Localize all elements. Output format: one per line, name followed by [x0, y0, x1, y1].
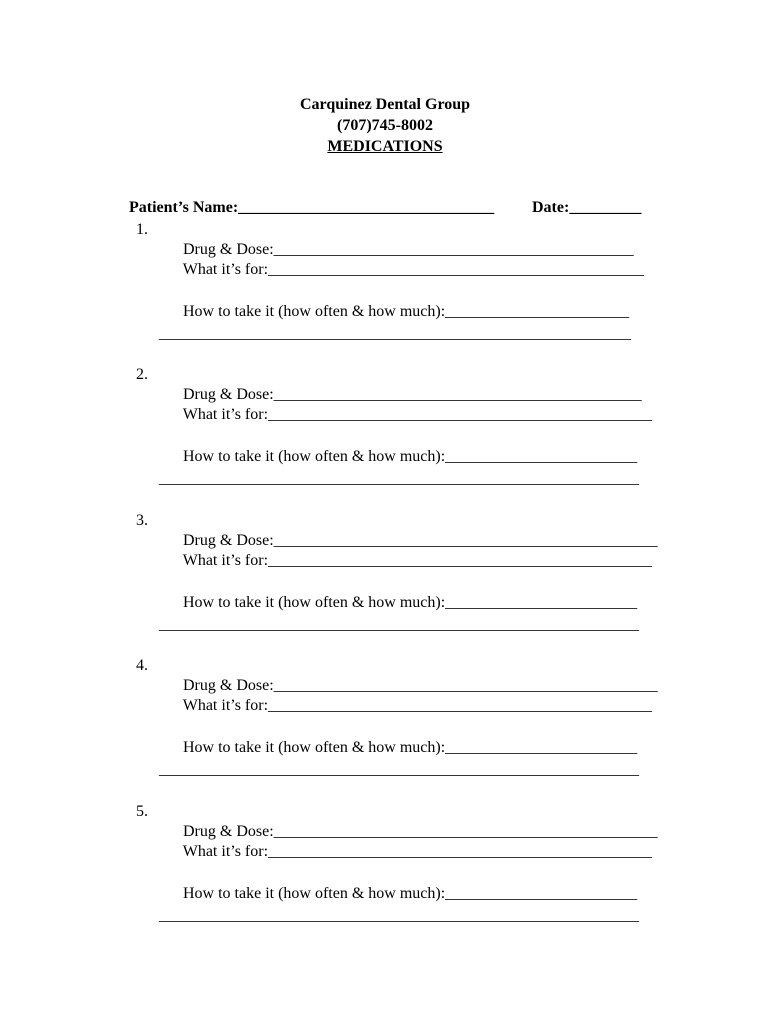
purpose-field[interactable]: _______________________________________________	[268, 261, 645, 278]
purpose-label: What it’s for:	[182, 261, 269, 278]
drug-dose-label: Drug & Dose:	[183, 823, 274, 840]
instructions-field[interactable]: ________________________	[445, 739, 638, 756]
instructions-label: How to take it (how often & how much):	[183, 303, 446, 320]
purpose-label: What it’s for:	[182, 697, 269, 714]
drug-dose-field[interactable]: ________________________________________________	[273, 823, 658, 840]
instructions-label: How to take it (how often & how much):	[183, 739, 446, 756]
entry-number: 5.	[136, 803, 148, 820]
drug-dose-field[interactable]: ________________________________________________	[273, 677, 658, 694]
form-title: MEDICATIONS	[327, 138, 443, 155]
date-field[interactable]: _________	[569, 199, 642, 216]
practice-phone: (707)745-8002	[337, 117, 433, 134]
purpose-field[interactable]: ________________________________________________	[268, 406, 653, 423]
drug-dose-label: Drug & Dose:	[183, 677, 274, 694]
drug-dose-field[interactable]: _____________________________________________	[273, 241, 634, 258]
patient-name-label: Patient’s Name:	[129, 199, 239, 216]
drug-dose-label: Drug & Dose:	[183, 386, 274, 403]
drug-dose-field[interactable]: ________________________________________________	[273, 532, 658, 549]
instructions-continuation-field[interactable]: ____________________________________________________________	[159, 907, 639, 924]
instructions-label: How to take it (how often & how much):	[183, 885, 446, 902]
drug-dose-field[interactable]: ______________________________________________	[273, 386, 642, 403]
purpose-label: What it’s for:	[182, 406, 269, 423]
instructions-continuation-field[interactable]: ____________________________________________________________	[159, 470, 639, 487]
instructions-field[interactable]: ________________________	[445, 885, 638, 902]
entry-number: 2.	[136, 366, 148, 383]
practice-name: Carquinez Dental Group	[299, 96, 471, 113]
date-label: Date:	[532, 199, 570, 216]
instructions-continuation-field[interactable]: ___________________________________________________________	[159, 325, 631, 342]
entry-number: 4.	[136, 657, 148, 674]
purpose-label: What it’s for:	[182, 843, 269, 860]
instructions-field[interactable]: ________________________	[445, 448, 638, 465]
patient-name-field[interactable]: ________________________________	[238, 199, 495, 216]
entry-number: 1.	[136, 221, 148, 238]
instructions-label: How to take it (how often & how much):	[183, 594, 446, 611]
instructions-field[interactable]: _______________________	[445, 303, 630, 320]
entry-number: 3.	[136, 512, 148, 529]
instructions-field[interactable]: ________________________	[445, 594, 638, 611]
purpose-field[interactable]: ________________________________________________	[268, 697, 653, 714]
purpose-label: What it’s for:	[182, 552, 269, 569]
purpose-field[interactable]: ________________________________________________	[268, 843, 653, 860]
instructions-continuation-field[interactable]: ____________________________________________________________	[159, 761, 639, 778]
drug-dose-label: Drug & Dose:	[183, 241, 274, 258]
purpose-field[interactable]: ________________________________________________	[268, 552, 653, 569]
instructions-label: How to take it (how often & how much):	[183, 448, 446, 465]
instructions-continuation-field[interactable]: ____________________________________________________________	[159, 616, 639, 633]
drug-dose-label: Drug & Dose:	[183, 532, 274, 549]
